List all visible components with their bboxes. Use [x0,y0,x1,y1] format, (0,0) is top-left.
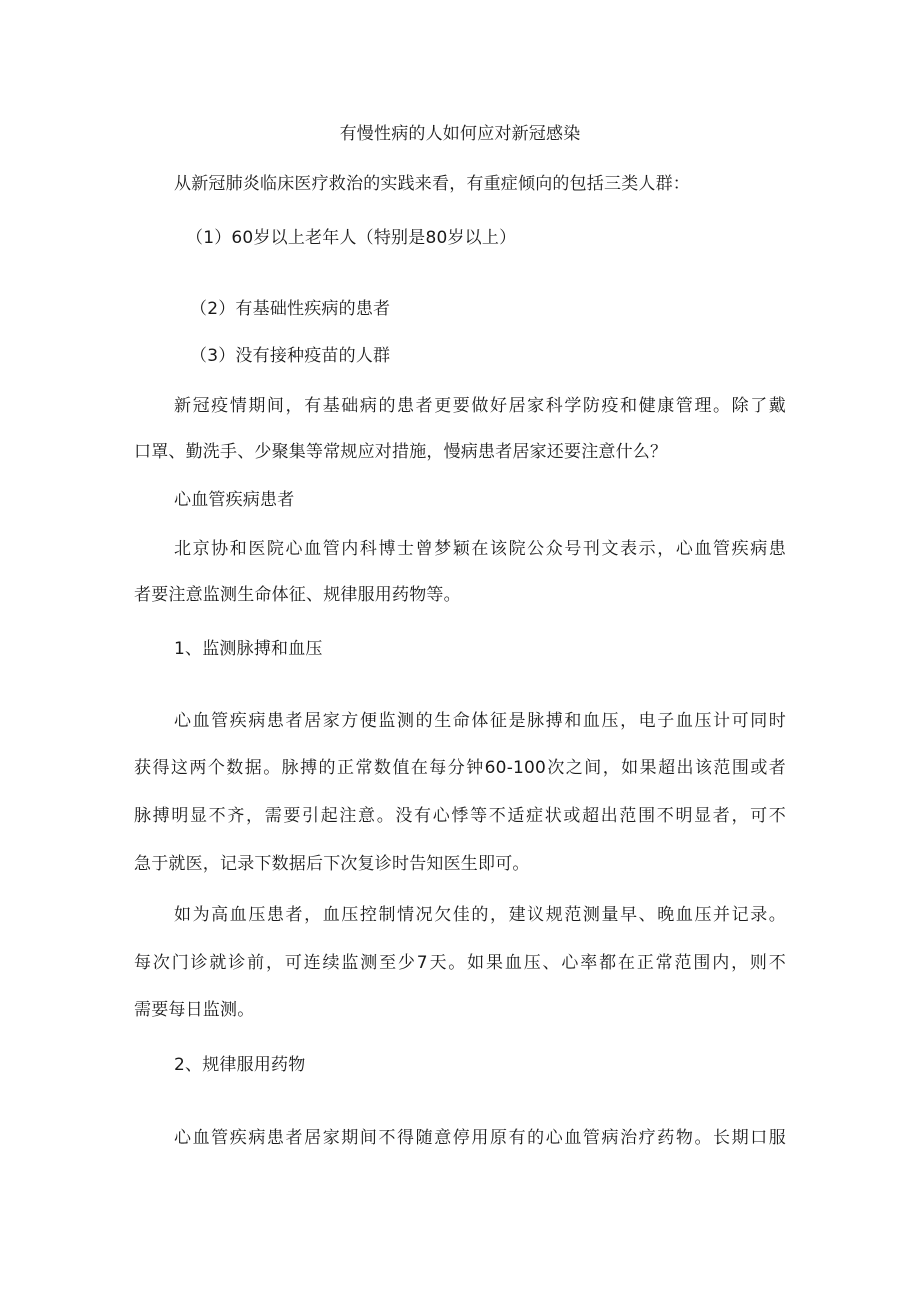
intro-paragraph: 从新冠肺炎临床医疗救治的实践来看，有重症倾向的包括三类人群： [174,174,690,194]
paragraph-5-line-1: 心血管疾病患者居家期间不得随意停用原有的心血管病治疗药物。长期口服 [174,1128,786,1148]
paragraph-4-line-2: 每次门诊就诊前，可连续监测至少7天。如果血压、心率都在正常范围内，则不 [134,953,786,973]
group-item-3: （3）没有接种疫苗的人群 [190,346,391,366]
item-1-heading: 1、监测脉搏和血压 [174,639,323,659]
paragraph-3-line-2: 获得这两个数据。脉搏的正常数值在每分钟60-100次之间，如果超出该范围或者 [134,758,786,778]
group-item-1: （1）60岁以上老年人（特别是80岁以上） [186,228,517,248]
paragraph-4-line-3: 需要每日监测。 [134,1000,255,1020]
group-item-2: （2）有基础性疾病的患者 [190,299,391,319]
paragraph-3-line-4: 急于就医，记录下数据后下次复诊时告知医生即可。 [134,854,530,874]
paragraph-2-line-2: 者要注意监测生命体征、规律服用药物等。 [134,585,461,605]
document-title: 有慢性病的人如何应对新冠感染 [339,124,581,144]
section-heading-cardiovascular: 心血管疾病患者 [174,490,295,510]
paragraph-2-line-1: 北京协和医院心血管内科博士曾梦颖在该院公众号刊文表示，心血管疾病患 [174,539,786,559]
paragraph-3-line-3: 脉搏明显不齐，需要引起注意。没有心悸等不适症状或超出范围不明显者，可不 [134,806,786,826]
paragraph-3-line-1: 心血管疾病患者居家方便监测的生命体征是脉搏和血压，电子血压计可同时 [174,711,786,731]
paragraph-4-line-1: 如为高血压患者，血压控制情况欠佳的，建议规范测量早、晚血压并记录。 [174,905,786,925]
paragraph-1-line-2: 口罩、勤洗手、少聚集等常规应对措施，慢病患者居家还要注意什么？ [134,442,668,462]
item-2-heading: 2、规律服用药物 [174,1055,306,1075]
paragraph-1-line-1: 新冠疫情期间，有基础病的患者更要做好居家科学防疫和健康管理。除了戴 [174,396,786,416]
